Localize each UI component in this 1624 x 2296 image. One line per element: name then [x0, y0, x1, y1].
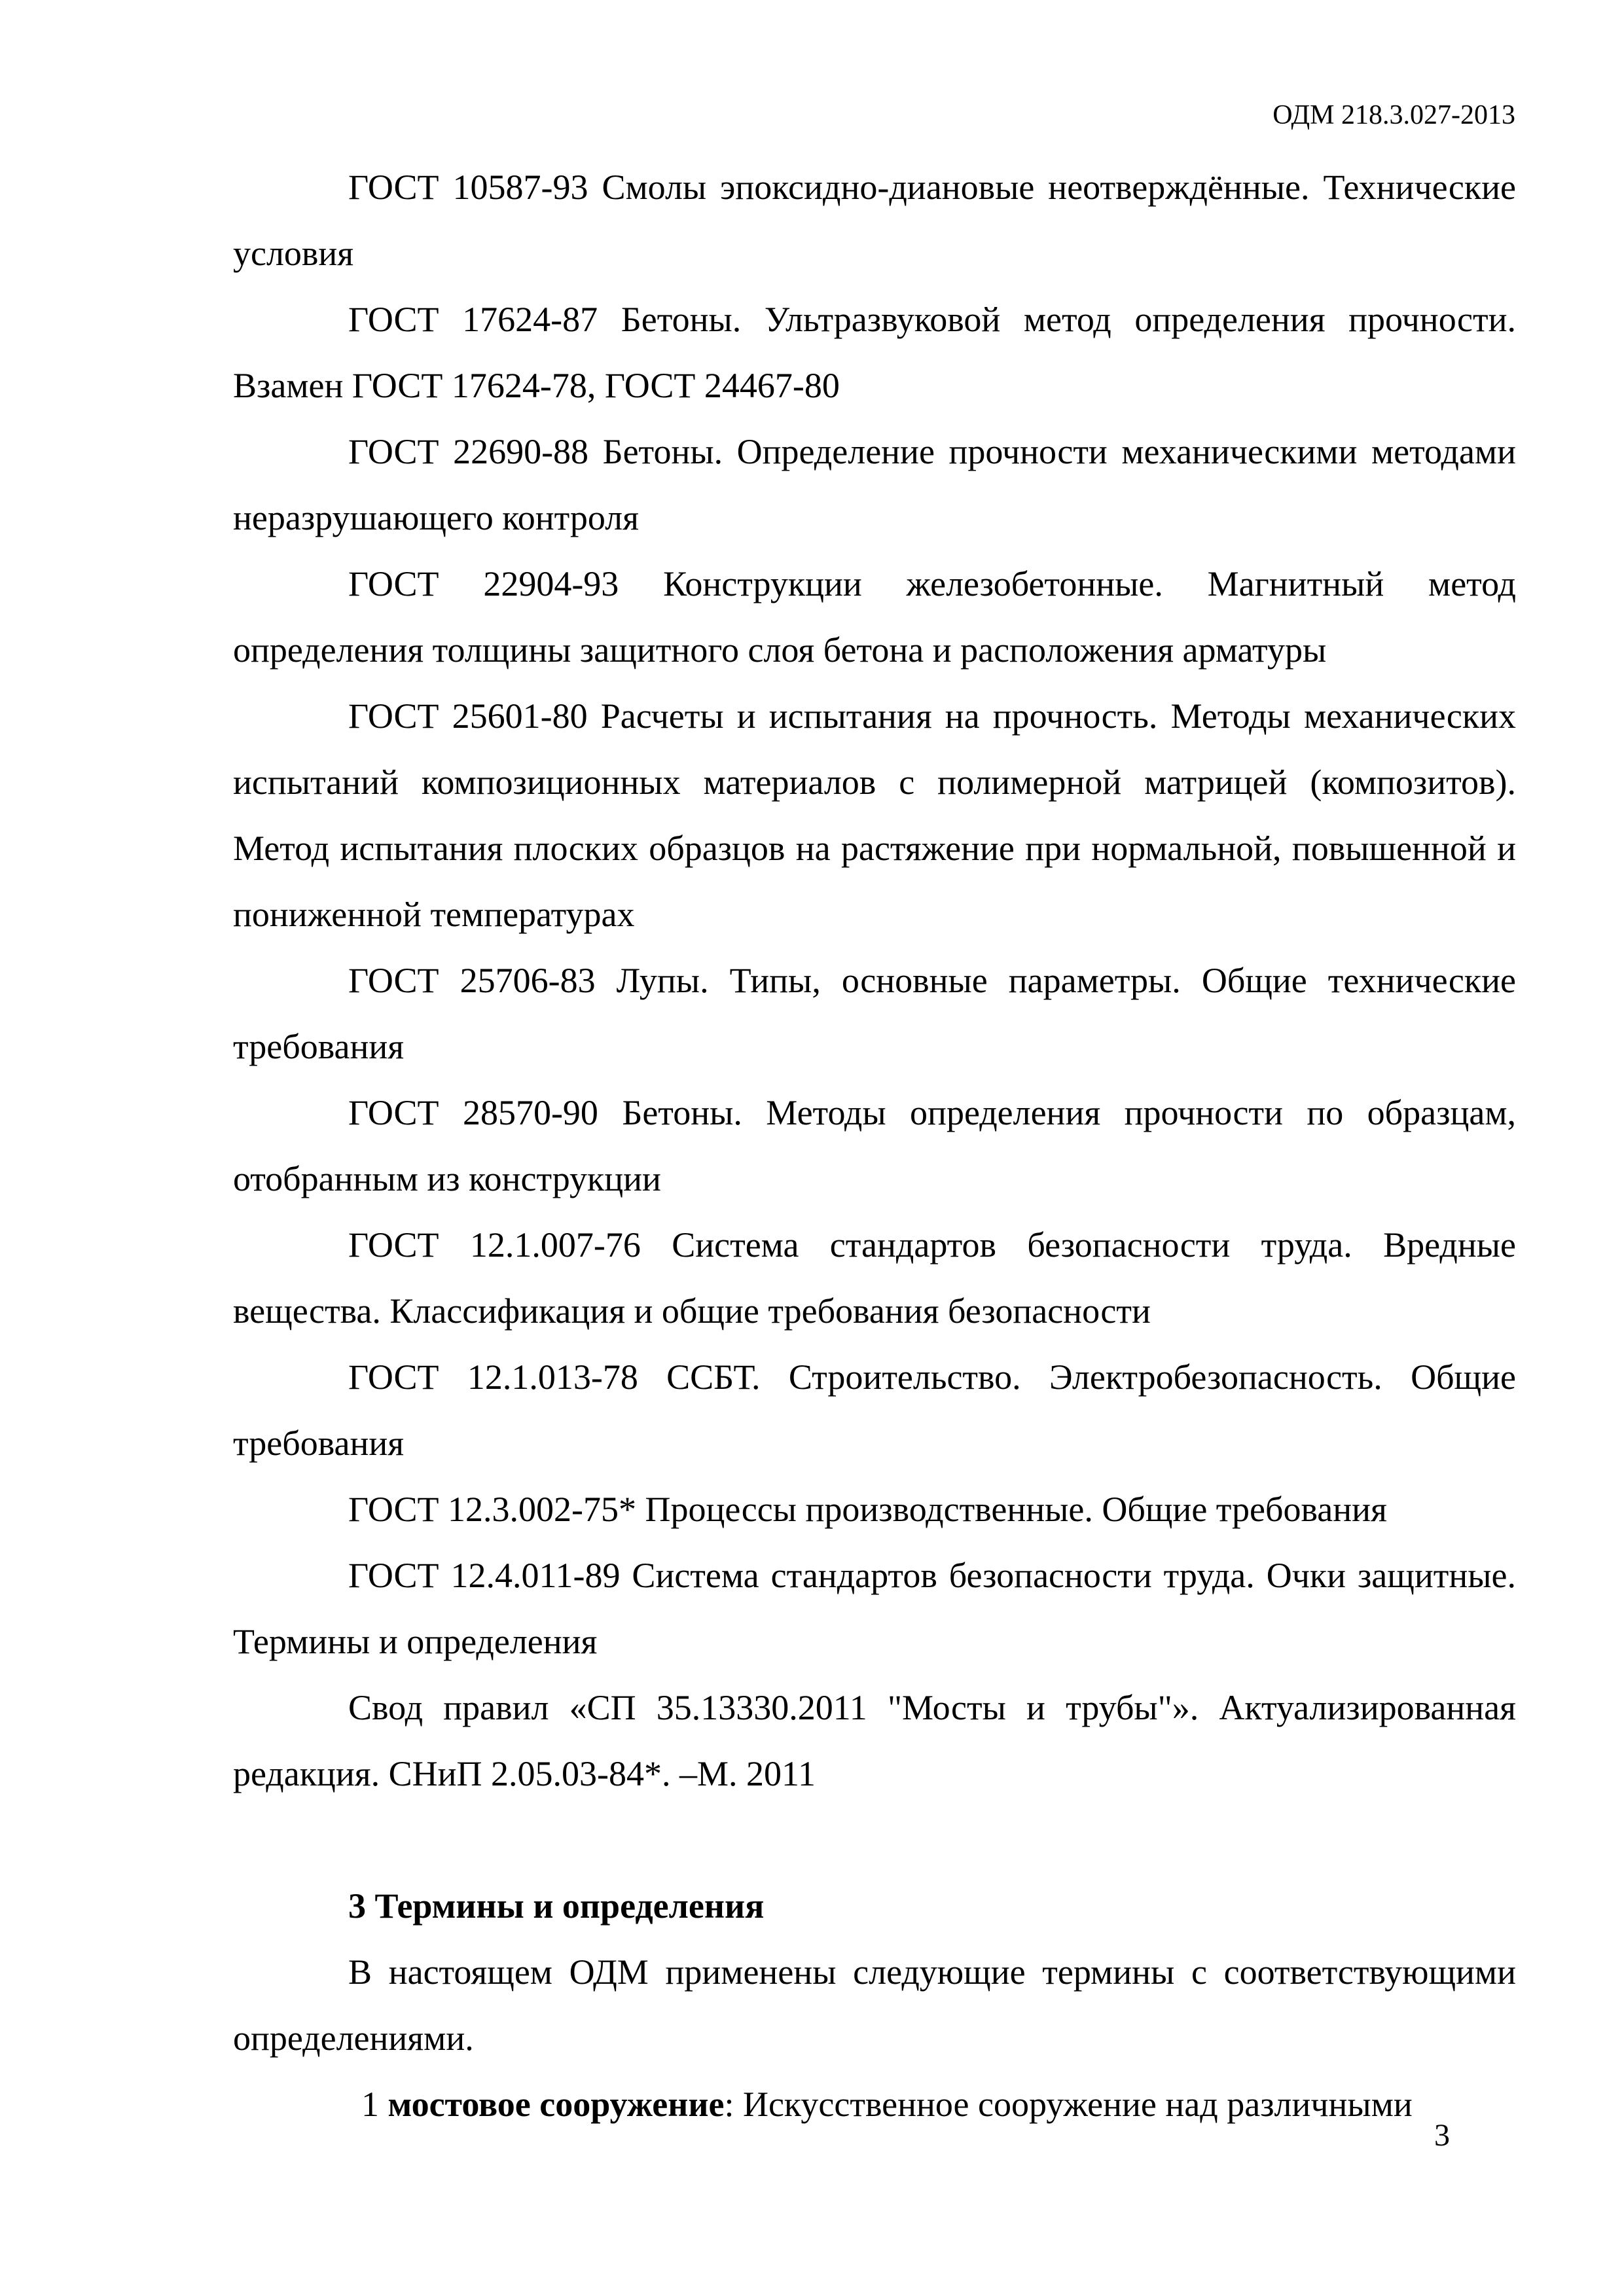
reference-gost-10587: ГОСТ 10587-93 Смолы эпоксидно-диановые неотверждённые. Технические условия [233, 168, 1516, 273]
reference-gost-17624: ГОСТ 17624-87 Бетоны. Ультразвуковой метод определения прочности. Взамен ГОСТ 17624-78, ГОСТ 24467-80 [233, 300, 1516, 405]
reference-gost-12-1-007: ГОСТ 12.1.007-76 Система стандартов безопасности труда. Вредные вещества. Классификация и общие требования безопасности [233, 1225, 1516, 1331]
term-definition-text: Искусственное сооружение над различными [734, 2085, 1413, 2124]
reference-gost-12-3-002: ГОСТ 12.3.002-75* Процессы производственные. Общие требования [348, 1490, 1387, 1529]
document-code: ОДМ 218.3.027-2013 [1272, 100, 1515, 130]
reference-gost-12-1-013: ГОСТ 12.1.013-78 ССБТ. Строительство. Электробезопасность. Общие требования [233, 1357, 1516, 1463]
term-separator: : [724, 2085, 734, 2124]
section-heading: 3 Термины и определения [348, 1886, 765, 1926]
reference-gost-22904: ГОСТ 22904-93 Конструкции железобетонные. Магнитный метод определения толщины защитного слоя бетона и расположения арматуры [233, 564, 1516, 670]
page-content [233, 154, 1516, 2138]
page-number: 3 [1434, 2118, 1450, 2153]
reference-gost-28570: ГОСТ 28570-90 Бетоны. Методы определения прочности по образцам, отобранным из конструкции [233, 1093, 1516, 1198]
section-intro: В настоящем ОДМ применены следующие термины с соответствующими определениями. [233, 1952, 1516, 2058]
reference-sp-35-13330: Свод правил «СП 35.13330.2011 "Мосты и трубы"». Актуализированная редакция. СНиП 2.05.03-84*. –М. 2011 [233, 1688, 1516, 1793]
term-definition [233, 2072, 1516, 2138]
reference-gost-25601: ГОСТ 25601-80 Расчеты и испытания на прочность. Методы механических испытаний композиционных материалов с полимерной матрицей (композитов). Метод испытания плоских образцов на растяжение при нормальной, повышенной и пониженной температурах [233, 696, 1516, 934]
reference-gost-12-4-011: ГОСТ 12.4.011-89 Система стандартов безопасности труда. Очки защитные. Термины и определения [233, 1556, 1516, 1661]
term-name: мостовое сооружение [388, 2085, 725, 2124]
reference-gost-25706: ГОСТ 25706-83 Лупы. Типы, основные параметры. Общие технические требования [233, 961, 1516, 1066]
reference-gost-22690: ГОСТ 22690-88 Бетоны. Определение прочности механическими методами неразрушающего контроля [233, 432, 1516, 537]
term-number: 1 [361, 2085, 379, 2124]
